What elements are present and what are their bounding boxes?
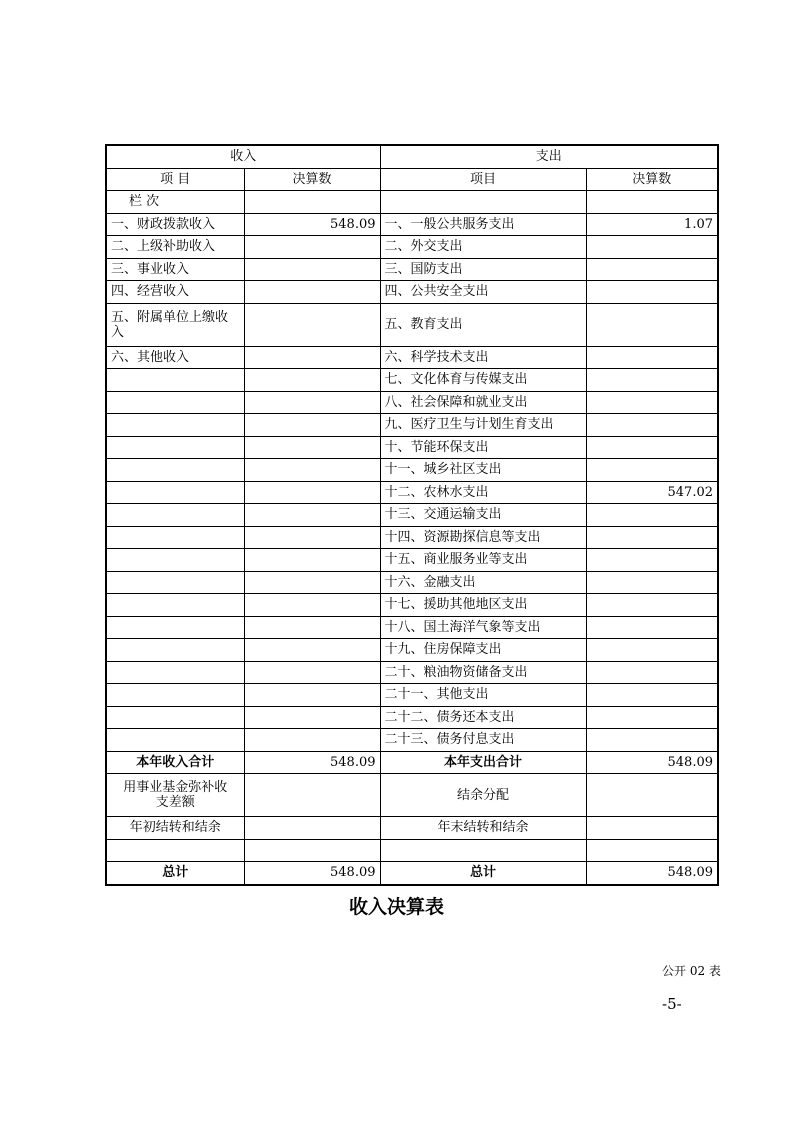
income-value bbox=[244, 616, 380, 639]
income-item bbox=[106, 729, 244, 752]
income-item bbox=[106, 369, 244, 392]
beginning-balance-value bbox=[244, 817, 380, 840]
blank-cell bbox=[380, 839, 586, 862]
table-row bbox=[106, 369, 718, 392]
income-item: 二、上级补助收入 bbox=[106, 236, 244, 259]
income-value bbox=[244, 571, 380, 594]
income-item bbox=[106, 481, 244, 504]
expense-item: 十九、住房保障支出 bbox=[380, 639, 586, 662]
income-item bbox=[106, 594, 244, 617]
page-title: 收入决算表 bbox=[348, 896, 444, 918]
income-value bbox=[244, 661, 380, 684]
table-row bbox=[106, 549, 718, 572]
expense-item: 十六、金融支出 bbox=[380, 571, 586, 594]
income-value bbox=[244, 414, 380, 437]
income-value bbox=[244, 504, 380, 527]
income-item bbox=[106, 639, 244, 662]
row-index-cell bbox=[380, 191, 586, 214]
fund-offset-value bbox=[244, 774, 380, 817]
expense-value bbox=[586, 369, 718, 392]
grand-total-expense-value: 548.09 bbox=[586, 862, 718, 885]
row-index-label: 栏 次 bbox=[106, 191, 244, 214]
expense-value bbox=[586, 639, 718, 662]
surplus-distribution-label: 结余分配 bbox=[380, 774, 586, 817]
blank-cell bbox=[586, 839, 718, 862]
income-item bbox=[106, 571, 244, 594]
expense-value bbox=[586, 571, 718, 594]
expense-item: 十五、商业服务业等支出 bbox=[380, 549, 586, 572]
ending-balance-label: 年末结转和结余 bbox=[380, 817, 586, 840]
surplus-distribution-value bbox=[586, 774, 718, 817]
table-row bbox=[106, 616, 718, 639]
expense-value bbox=[586, 616, 718, 639]
expense-item: 六、科学技术支出 bbox=[380, 346, 586, 369]
table-row bbox=[106, 346, 718, 369]
table-row bbox=[106, 706, 718, 729]
income-value bbox=[244, 481, 380, 504]
expense-item: 一、一般公共服务支出 bbox=[380, 213, 586, 236]
income-item: 四、经营收入 bbox=[106, 281, 244, 304]
income-value bbox=[244, 391, 380, 414]
income-value bbox=[244, 684, 380, 707]
income-item bbox=[106, 684, 244, 707]
fund-offset-label: 用事业基金弥补收支差额 bbox=[106, 774, 244, 817]
expense-value bbox=[586, 281, 718, 304]
table-row bbox=[106, 594, 718, 617]
expense-value bbox=[586, 414, 718, 437]
income-value bbox=[244, 281, 380, 304]
income-item bbox=[106, 549, 244, 572]
table-row bbox=[106, 526, 718, 549]
table-row bbox=[106, 481, 718, 504]
table-row bbox=[106, 281, 718, 304]
row-index-cell bbox=[244, 191, 380, 214]
expense-value bbox=[586, 684, 718, 707]
expense-header: 支出 bbox=[380, 145, 718, 168]
income-item: 六、其他收入 bbox=[106, 346, 244, 369]
expense-item: 十二、农林水支出 bbox=[380, 481, 586, 504]
expense-item: 九、医疗卫生与计划生育支出 bbox=[380, 414, 586, 437]
income-item bbox=[106, 661, 244, 684]
expense-item: 二十、粮油物资储备支出 bbox=[380, 661, 586, 684]
income-item bbox=[106, 414, 244, 437]
income-value bbox=[244, 369, 380, 392]
table-row bbox=[106, 391, 718, 414]
expense-item: 十八、国土海洋气象等支出 bbox=[380, 616, 586, 639]
income-item bbox=[106, 526, 244, 549]
expense-total-value: 548.09 bbox=[586, 751, 718, 774]
col-amount-header: 决算数 bbox=[244, 168, 380, 191]
income-item bbox=[106, 391, 244, 414]
col-item-header: 项 目 bbox=[106, 168, 244, 191]
expense-item: 八、社会保障和就业支出 bbox=[380, 391, 586, 414]
income-item: 三、事业收入 bbox=[106, 258, 244, 281]
blank-cell bbox=[106, 839, 244, 862]
income-item bbox=[106, 459, 244, 482]
expense-value bbox=[586, 526, 718, 549]
expense-item: 二十一、其他支出 bbox=[380, 684, 586, 707]
table-row bbox=[106, 258, 718, 281]
grand-total-expense-label: 总计 bbox=[380, 862, 586, 885]
income-item bbox=[106, 706, 244, 729]
expense-item: 十四、资源勘探信息等支出 bbox=[380, 526, 586, 549]
expense-value bbox=[586, 258, 718, 281]
expense-item: 二十三、债务付息支出 bbox=[380, 729, 586, 752]
income-item: 一、财政拨款收入 bbox=[106, 213, 244, 236]
expense-value bbox=[586, 459, 718, 482]
income-value bbox=[244, 346, 380, 369]
income-value: 548.09 bbox=[244, 213, 380, 236]
table-row bbox=[106, 684, 718, 707]
expense-item: 十、节能环保支出 bbox=[380, 436, 586, 459]
grand-total-income-label: 总计 bbox=[106, 862, 244, 885]
expense-value bbox=[586, 729, 718, 752]
income-value bbox=[244, 258, 380, 281]
expense-value bbox=[586, 436, 718, 459]
table-row bbox=[106, 436, 718, 459]
income-item bbox=[106, 436, 244, 459]
expense-value bbox=[586, 549, 718, 572]
expense-value bbox=[586, 594, 718, 617]
table-row bbox=[106, 459, 718, 482]
ending-balance-value bbox=[586, 817, 718, 840]
form-number: 公开 02 表 bbox=[662, 964, 721, 978]
table-row bbox=[106, 571, 718, 594]
income-value bbox=[244, 459, 380, 482]
blank-cell bbox=[244, 839, 380, 862]
expense-value bbox=[586, 504, 718, 527]
income-total-value: 548.09 bbox=[244, 751, 380, 774]
expense-value: 547.02 bbox=[586, 481, 718, 504]
row-index-cell bbox=[586, 191, 718, 214]
table-row bbox=[106, 729, 718, 752]
expense-value bbox=[586, 346, 718, 369]
expense-item: 四、公共安全支出 bbox=[380, 281, 586, 304]
table-row bbox=[106, 639, 718, 662]
table-row bbox=[106, 414, 718, 437]
expense-value bbox=[586, 236, 718, 259]
expense-item: 三、国防支出 bbox=[380, 258, 586, 281]
col-amount2-header: 决算数 bbox=[586, 168, 718, 191]
expense-value: 1.07 bbox=[586, 213, 718, 236]
income-value bbox=[244, 729, 380, 752]
income-item bbox=[106, 616, 244, 639]
income-item bbox=[106, 504, 244, 527]
income-header: 收入 bbox=[106, 145, 380, 168]
table-row bbox=[106, 213, 718, 236]
expense-item: 十七、援助其他地区支出 bbox=[380, 594, 586, 617]
table-row bbox=[106, 504, 718, 527]
income-value bbox=[244, 639, 380, 662]
income-value bbox=[244, 526, 380, 549]
beginning-balance-label: 年初结转和结余 bbox=[106, 817, 244, 840]
income-value bbox=[244, 236, 380, 259]
table-row bbox=[106, 236, 718, 259]
expense-item: 十三、交通运输支出 bbox=[380, 504, 586, 527]
income-value bbox=[244, 436, 380, 459]
income-expenditure-table bbox=[105, 144, 719, 886]
page-number: -5- bbox=[662, 995, 682, 1013]
expense-item: 二十二、债务还本支出 bbox=[380, 706, 586, 729]
table-row bbox=[106, 303, 718, 346]
income-value bbox=[244, 549, 380, 572]
expense-total-label: 本年支出合计 bbox=[380, 751, 586, 774]
col-item2-header: 项目 bbox=[380, 168, 586, 191]
expense-item: 七、文化体育与传媒支出 bbox=[380, 369, 586, 392]
expense-item: 五、教育支出 bbox=[380, 303, 586, 346]
income-value bbox=[244, 303, 380, 346]
expense-value bbox=[586, 661, 718, 684]
income-value bbox=[244, 706, 380, 729]
expense-value bbox=[586, 303, 718, 346]
income-item: 五、附属单位上缴收入 bbox=[106, 303, 244, 346]
grand-total-income-value: 548.09 bbox=[244, 862, 380, 885]
expense-item: 十一、城乡社区支出 bbox=[380, 459, 586, 482]
expense-item: 二、外交支出 bbox=[380, 236, 586, 259]
table-row bbox=[106, 661, 718, 684]
expense-value bbox=[586, 706, 718, 729]
income-value bbox=[244, 594, 380, 617]
expense-value bbox=[586, 391, 718, 414]
income-total-label: 本年收入合计 bbox=[106, 751, 244, 774]
